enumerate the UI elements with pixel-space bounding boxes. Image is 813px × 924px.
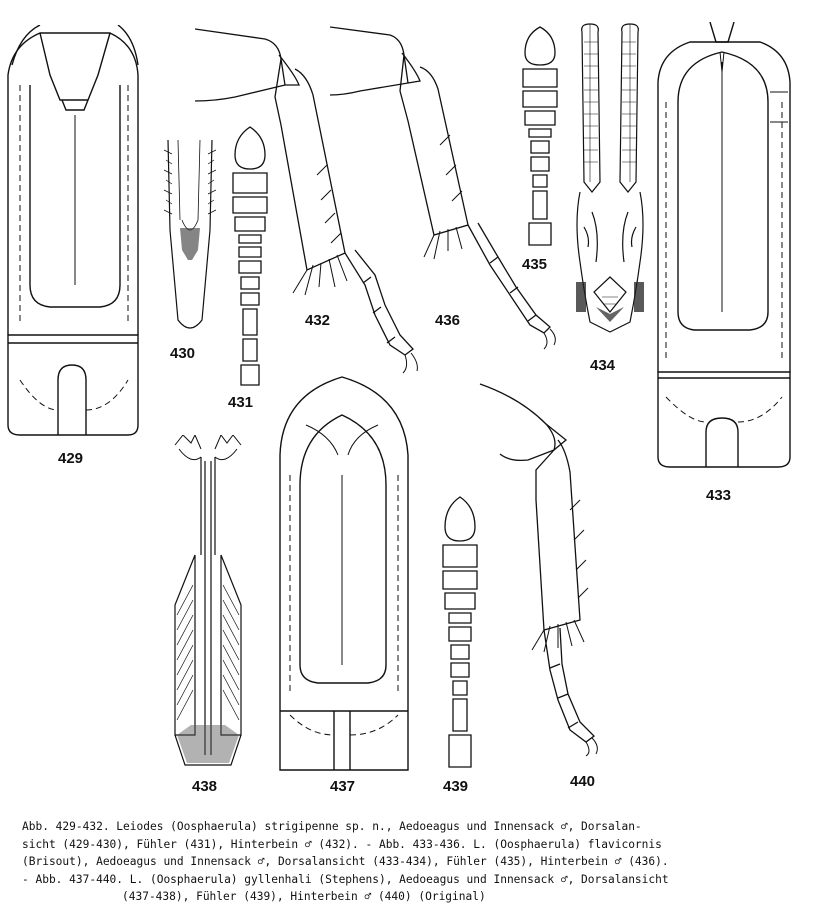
drawing-438-innensack	[165, 435, 250, 775]
figure-label-432: 432	[305, 312, 331, 329]
figure-label-436: 436	[435, 312, 461, 329]
caption-line: (437-438), Fühler (439), Hinterbein ♂ (440) (Original)	[122, 890, 486, 903]
drawing-429-aedoeagus	[0, 25, 150, 445]
caption-line: (Brisout), Aedoeagus und Innensack ♂, Dorsalansicht (433-434), Fühler (435), Hinterbein ♂ (436).	[22, 855, 669, 868]
figure-label-438: 438	[192, 778, 218, 795]
drawing-440-hind-leg	[470, 380, 660, 760]
caption-line: Abb. 429-432. Leiodes (Oosphaerula) strigipenne sp. n., Aedoeagus und Innensack ♂, Dorsalan-	[22, 820, 642, 833]
figure-label-440: 440	[570, 773, 596, 790]
figure-label-429: 429	[58, 450, 84, 467]
drawing-437-aedoeagus	[270, 375, 420, 775]
caption-line: sicht (429-430), Fühler (431), Hinterbein ♂ (432). - Abb. 433-436. L. (Oosphaerula) flavicornis	[22, 837, 662, 851]
figure-label-435: 435	[522, 256, 548, 273]
drawing-435-antenna	[515, 25, 565, 250]
caption-line: - Abb. 437-440. L. (Oosphaerula) gyllenhali (Stephens), Aedoeagus und Innensack ♂, Dorsalansicht	[22, 872, 669, 886]
drawing-433-aedoeagus	[650, 22, 800, 482]
figure-label-431: 431	[228, 394, 254, 411]
figure-caption	[22, 818, 802, 906]
figure-label-433: 433	[706, 487, 732, 504]
drawing-434-innensack	[570, 22, 650, 352]
figure-label-439: 439	[443, 778, 469, 795]
figure-label-437: 437	[330, 778, 356, 795]
figure-label-430: 430	[170, 345, 196, 362]
figure-label-434: 434	[590, 357, 616, 374]
